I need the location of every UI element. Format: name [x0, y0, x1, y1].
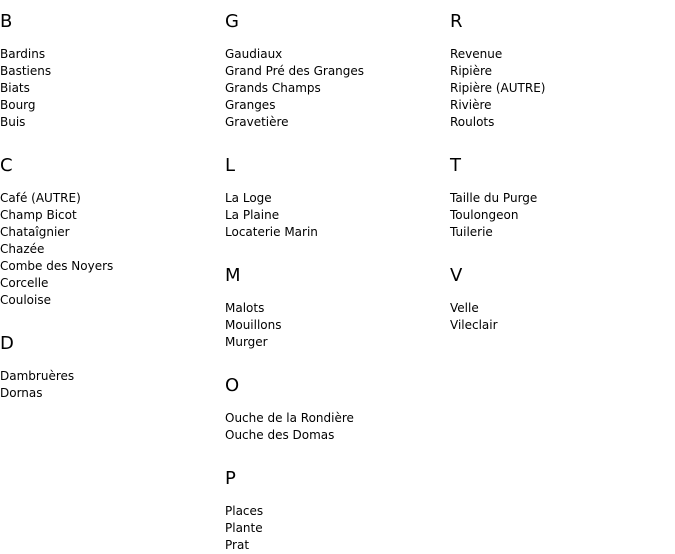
place-link-murger[interactable]: Murger: [225, 335, 268, 349]
place-link-mouillons[interactable]: Mouillons: [225, 318, 282, 332]
place-link-buis[interactable]: Buis: [0, 115, 26, 129]
list-item: [450, 114, 675, 131]
list-item: [450, 317, 675, 334]
place-link-grand-pre-des-granges[interactable]: Grand Pré des Granges: [225, 64, 365, 78]
place-link-couloise[interactable]: Couloise: [0, 293, 51, 307]
list-item: [225, 80, 450, 97]
list-item: [0, 97, 225, 114]
list-item: [450, 224, 675, 241]
list-item: [450, 207, 675, 224]
place-link-grands-champs[interactable]: Grands Champs: [225, 81, 321, 95]
section-r-list: [450, 46, 675, 131]
place-link-locaterie-marin[interactable]: Locaterie Marin: [225, 225, 318, 239]
section-g-list: [225, 46, 450, 131]
place-link-ripiere[interactable]: Ripière: [450, 64, 493, 78]
section-o: [225, 376, 450, 444]
list-item: [450, 300, 675, 317]
section-d: [0, 334, 225, 402]
list-item: [225, 503, 450, 520]
section-b: [0, 12, 225, 131]
place-link-chataignier[interactable]: Chataîgnier: [0, 225, 70, 239]
place-link-gravetiere[interactable]: Gravetière: [225, 115, 289, 129]
place-link-prat[interactable]: Prat: [225, 538, 250, 552]
list-item: [0, 368, 225, 385]
list-item: [0, 224, 225, 241]
place-link-bastiens[interactable]: Bastiens: [0, 64, 52, 78]
list-item: [0, 114, 225, 131]
index-column-1: [0, 0, 225, 402]
section-letter-t: T: [450, 155, 461, 176]
section-p-list: [225, 503, 450, 554]
place-link-dornas[interactable]: Dornas: [0, 386, 43, 400]
list-item: [225, 207, 450, 224]
section-letter-o: O: [225, 375, 240, 396]
list-item: [225, 300, 450, 317]
list-item: [225, 520, 450, 537]
place-link-la-plaine[interactable]: La Plaine: [225, 208, 280, 222]
place-link-tuilerie[interactable]: Tuilerie: [450, 225, 493, 239]
list-item: [225, 46, 450, 63]
section-l: [225, 156, 450, 241]
list-item: [450, 97, 675, 114]
section-letter-c: C: [0, 155, 13, 176]
place-link-biats[interactable]: Biats: [0, 81, 30, 95]
place-link-bourg[interactable]: Bourg: [0, 98, 36, 112]
section-o-list: [225, 410, 450, 444]
section-letter-l: L: [225, 155, 236, 176]
list-item: [450, 190, 675, 207]
list-item: [0, 80, 225, 97]
list-item: [225, 63, 450, 80]
section-p: [225, 469, 450, 554]
place-link-roulots[interactable]: Roulots: [450, 115, 495, 129]
list-item: [225, 334, 450, 351]
place-link-ripiere-autre[interactable]: Ripière (AUTRE): [450, 81, 546, 95]
section-v: [450, 266, 675, 334]
place-link-champ-bicot[interactable]: Champ Bicot: [0, 208, 77, 222]
list-item: [0, 258, 225, 275]
place-link-bardins[interactable]: Bardins: [0, 47, 46, 61]
place-link-granges[interactable]: Granges: [225, 98, 276, 112]
place-link-vileclair[interactable]: Vileclair: [450, 318, 498, 332]
index-column-2: [225, 0, 450, 554]
section-letter-p: P: [225, 468, 236, 489]
place-link-corcelle[interactable]: Corcelle: [0, 276, 49, 290]
list-item: [225, 317, 450, 334]
section-letter-m: M: [225, 265, 241, 286]
place-link-toulongeon[interactable]: Toulongeon: [450, 208, 519, 222]
place-link-la-loge[interactable]: La Loge: [225, 191, 272, 205]
section-t: [450, 156, 675, 241]
section-letter-d: D: [0, 333, 14, 354]
section-l-list: [225, 190, 450, 241]
list-item: [225, 410, 450, 427]
place-link-ouche-de-la-rondiere[interactable]: Ouche de la Rondière: [225, 411, 354, 425]
list-item: [0, 190, 225, 207]
section-d-list: [0, 368, 225, 402]
section-letter-b: B: [0, 11, 13, 32]
place-link-gaudiaux[interactable]: Gaudiaux: [225, 47, 283, 61]
list-item: [225, 537, 450, 554]
place-link-plante[interactable]: Plante: [225, 521, 263, 535]
section-b-list: [0, 46, 225, 131]
section-c-list: [0, 190, 225, 309]
section-g: [225, 12, 450, 131]
section-v-list: [450, 300, 675, 334]
section-m: [225, 266, 450, 351]
list-item: [225, 224, 450, 241]
section-r: [450, 12, 675, 131]
index-column-3: [450, 0, 675, 334]
section-letter-v: V: [450, 265, 463, 286]
place-link-riviere[interactable]: Rivière: [450, 98, 492, 112]
place-link-velle[interactable]: Velle: [450, 301, 479, 315]
place-link-cafe-autre[interactable]: Café (AUTRE): [0, 191, 81, 205]
list-item: [450, 80, 675, 97]
list-item: [225, 190, 450, 207]
place-link-dambrueres[interactable]: Dambruères: [0, 369, 75, 383]
place-link-taille-du-purge[interactable]: Taille du Purge: [450, 191, 538, 205]
list-item: [450, 63, 675, 80]
section-c: [0, 156, 225, 309]
section-m-list: [225, 300, 450, 351]
place-link-places[interactable]: Places: [225, 504, 264, 518]
list-item: [0, 275, 225, 292]
place-link-revenue[interactable]: Revenue: [450, 47, 503, 61]
list-item: [225, 427, 450, 444]
list-item: [0, 385, 225, 402]
place-link-malots[interactable]: Malots: [225, 301, 265, 315]
section-t-list: [450, 190, 675, 241]
list-item: [0, 63, 225, 80]
list-item: [225, 114, 450, 131]
list-item: [225, 97, 450, 114]
list-item: [0, 241, 225, 258]
place-link-combe-des-noyers[interactable]: Combe des Noyers: [0, 259, 114, 273]
section-letter-r: R: [450, 11, 463, 32]
place-link-chazee[interactable]: Chazée: [0, 242, 45, 256]
list-item: [450, 46, 675, 63]
place-link-ouche-des-domas[interactable]: Ouche des Domas: [225, 428, 335, 442]
list-item: [0, 292, 225, 309]
list-item: [0, 207, 225, 224]
list-item: [0, 46, 225, 63]
section-letter-g: G: [225, 11, 239, 32]
